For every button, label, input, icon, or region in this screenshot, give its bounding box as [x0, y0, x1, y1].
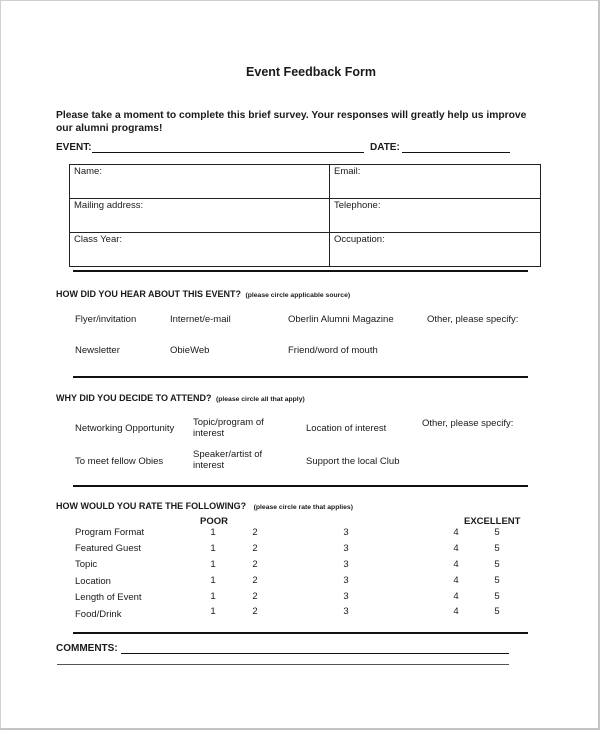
rating-item-label: Location	[75, 576, 111, 587]
attend-option-support-club[interactable]: Support the local Club	[306, 456, 400, 467]
rating-option-5[interactable]: 5	[494, 527, 500, 538]
comments-field[interactable]	[121, 653, 509, 654]
section-divider	[73, 376, 528, 378]
rating-option-4[interactable]: 4	[453, 591, 459, 602]
rating-item-label: Food/Drink	[75, 609, 122, 620]
table-row	[70, 165, 541, 199]
rating-option-5[interactable]: 5	[494, 606, 500, 617]
rating-option-5[interactable]: 5	[494, 559, 500, 570]
email-label: Email:	[334, 166, 361, 177]
telephone-field[interactable]	[330, 199, 541, 233]
rating-option-4[interactable]: 4	[453, 575, 459, 586]
rating-item-label: Length of Event	[75, 592, 142, 603]
rating-option-3[interactable]: 3	[343, 606, 349, 617]
hear-section-heading	[56, 284, 350, 302]
mailing-address-label: Mailing address:	[74, 200, 144, 211]
event-label: EVENT:	[56, 142, 92, 153]
hear-heading: HOW DID YOU HEAR ABOUT THIS EVENT?	[56, 289, 242, 299]
rating-option-4[interactable]: 4	[453, 606, 459, 617]
comments-label: COMMENTS:	[56, 643, 118, 654]
name-label: Name:	[74, 166, 102, 177]
rating-option-1[interactable]: 1	[210, 606, 216, 617]
rating-option-2[interactable]: 2	[252, 606, 258, 617]
rating-option-5[interactable]: 5	[494, 575, 500, 586]
hear-option-friend[interactable]: Friend/word of mouth	[288, 345, 378, 356]
intro-text: Please take a moment to complete this brief survey. Your responses will greatly help us improve our alumni programs!	[56, 110, 527, 134]
hear-option-obieweb[interactable]: ObieWeb	[170, 345, 210, 356]
name-field[interactable]	[70, 165, 330, 199]
occupation-field[interactable]	[330, 233, 541, 267]
attend-option-topic[interactable]: Topic/program of interest	[193, 417, 264, 439]
rating-option-2[interactable]: 2	[252, 527, 258, 538]
rating-option-2[interactable]: 2	[252, 575, 258, 586]
hear-option-magazine[interactable]: Oberlin Alumni Magazine	[288, 314, 394, 325]
section-divider	[73, 485, 528, 487]
poor-label: POOR	[200, 516, 228, 527]
rate-heading: HOW WOULD YOU RATE THE FOLLOWING?	[56, 501, 247, 511]
date-field[interactable]	[402, 152, 510, 153]
table-row	[70, 199, 541, 233]
attend-option-meet-obies[interactable]: To meet fellow Obies	[75, 456, 164, 467]
class-year-label: Class Year:	[74, 234, 123, 245]
rating-option-1[interactable]: 1	[210, 591, 216, 602]
rating-option-3[interactable]: 3	[343, 543, 349, 554]
excellent-label: EXCELLENT	[464, 516, 521, 527]
event-field[interactable]	[92, 152, 364, 153]
class-year-field[interactable]	[70, 233, 330, 267]
rating-option-2[interactable]: 2	[252, 591, 258, 602]
occupation-label: Occupation:	[334, 234, 385, 245]
hear-option-internet[interactable]: Internet/e-mail	[170, 314, 231, 325]
rating-option-4[interactable]: 4	[453, 543, 459, 554]
form-title: Event Feedback Form	[246, 65, 376, 79]
rating-option-3[interactable]: 3	[343, 591, 349, 602]
rating-option-5[interactable]: 5	[494, 543, 500, 554]
section-divider	[73, 632, 528, 634]
attend-option-location[interactable]: Location of interest	[306, 423, 387, 434]
rating-option-3[interactable]: 3	[343, 527, 349, 538]
rating-option-1[interactable]: 1	[210, 543, 216, 554]
attend-section-heading	[56, 388, 305, 406]
rating-option-1[interactable]: 1	[210, 575, 216, 586]
rating-option-1[interactable]: 1	[210, 527, 216, 538]
rating-option-3[interactable]: 3	[343, 559, 349, 570]
rating-option-4[interactable]: 4	[453, 527, 459, 538]
rating-option-3[interactable]: 3	[343, 575, 349, 586]
rating-item-label: Program Format	[75, 527, 145, 538]
hear-option-newsletter[interactable]: Newsletter	[75, 345, 120, 356]
attend-heading: WHY DID YOU DECIDE TO ATTEND?	[56, 393, 212, 403]
attend-option-speaker[interactable]: Speaker/artist of interest	[193, 449, 263, 471]
contact-info-table	[69, 164, 541, 267]
comments-field-line-2[interactable]	[57, 664, 509, 665]
rate-note: (please circle rate that applies)	[253, 504, 353, 511]
rating-option-4[interactable]: 4	[453, 559, 459, 570]
section-divider	[73, 270, 528, 272]
attend-option-other[interactable]: Other, please specify:	[422, 418, 514, 429]
hear-option-flyer[interactable]: Flyer/invitation	[75, 314, 137, 325]
attend-option-networking[interactable]: Networking Opportunity	[75, 423, 175, 434]
date-label: DATE:	[370, 142, 400, 153]
rating-option-2[interactable]: 2	[252, 559, 258, 570]
telephone-label: Telephone:	[334, 200, 381, 211]
rating-item-label: Topic	[75, 559, 98, 570]
rating-option-1[interactable]: 1	[210, 559, 216, 570]
attend-note: (please circle all that apply)	[215, 396, 305, 403]
mailing-address-field[interactable]	[70, 199, 330, 233]
email-field[interactable]	[330, 165, 541, 199]
rate-section-heading	[56, 496, 353, 514]
rating-option-5[interactable]: 5	[494, 591, 500, 602]
rating-option-2[interactable]: 2	[252, 543, 258, 554]
hear-option-other[interactable]: Other, please specify:	[427, 314, 519, 325]
rating-item-label: Featured Guest	[75, 543, 142, 554]
hear-note: (please circle applicable source)	[245, 292, 351, 299]
table-row	[70, 233, 541, 267]
